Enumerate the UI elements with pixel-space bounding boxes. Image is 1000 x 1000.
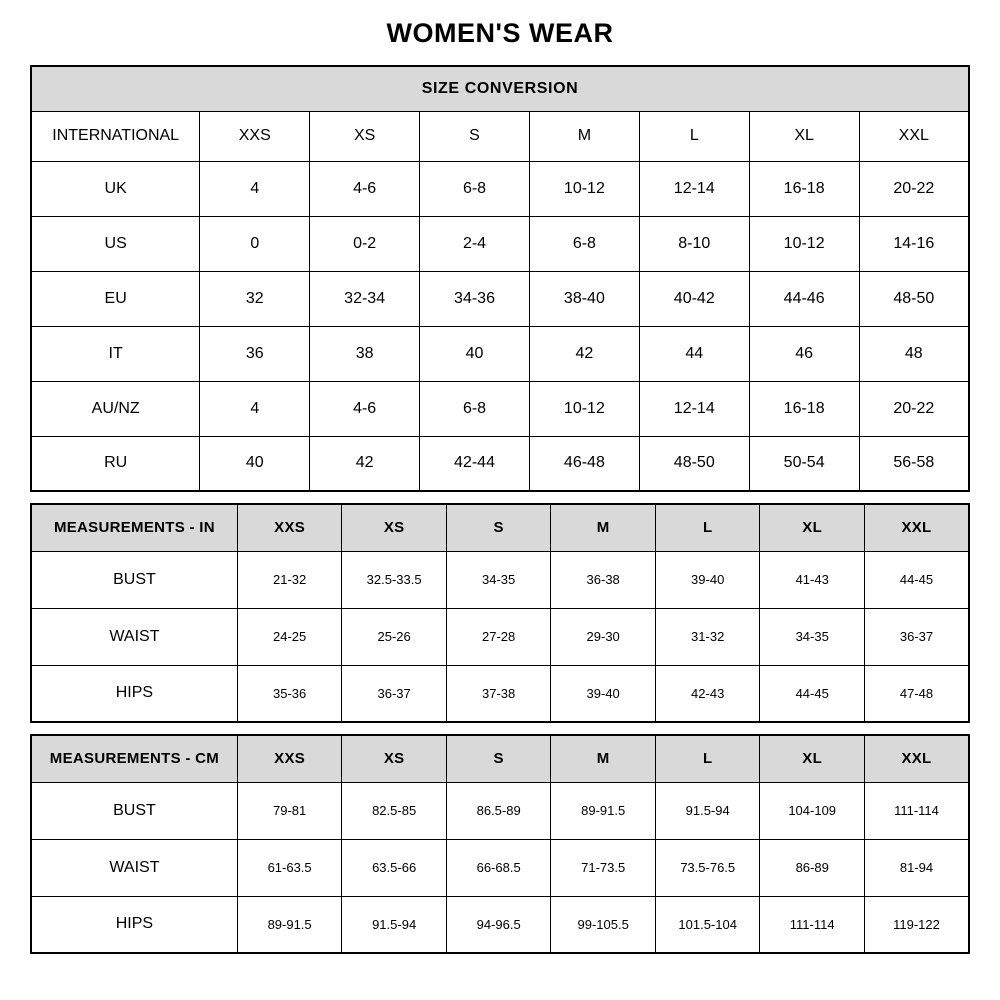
value-cell: 16-18 [749,381,859,436]
value-cell: 14-16 [859,216,969,271]
column-header: M [529,111,639,161]
table-row [31,896,969,953]
value-cell: 56-58 [859,436,969,491]
table-row [31,782,969,839]
value-cell: 20-22 [859,161,969,216]
row-label: AU/NZ [31,381,200,436]
value-cell: 91.5-94 [342,896,447,953]
row-label: US [31,216,200,271]
value-cell: 38-40 [529,271,639,326]
value-cell: 42-43 [655,665,760,722]
value-cell: 34-36 [420,271,530,326]
value-cell: 50-54 [749,436,859,491]
table-row [31,551,969,608]
value-cell: 86-89 [760,839,865,896]
column-header: XL [749,111,859,161]
value-cell: 6-8 [420,381,530,436]
value-cell: 21-32 [237,551,342,608]
row-label: BUST [31,782,237,839]
column-header: XXL [864,504,969,551]
value-cell: 89-91.5 [237,896,342,953]
value-cell: 42 [529,326,639,381]
size-conversion-table [30,65,970,492]
value-cell: 35-36 [237,665,342,722]
value-cell: 48-50 [859,271,969,326]
value-cell: 36 [200,326,310,381]
table-row [31,665,969,722]
row-label: HIPS [31,665,237,722]
header-row [31,735,969,782]
row-label: WAIST [31,608,237,665]
value-cell: 10-12 [529,161,639,216]
value-cell: 82.5-85 [342,782,447,839]
value-cell: 16-18 [749,161,859,216]
value-cell: 111-114 [760,896,865,953]
table-title-row [31,66,969,111]
measurements-cm-table [30,734,970,954]
value-cell: 89-91.5 [551,782,656,839]
table-row [31,608,969,665]
column-header: L [655,735,760,782]
value-cell: 81-94 [864,839,969,896]
row-label: IT [31,326,200,381]
value-cell: 61-63.5 [237,839,342,896]
value-cell: 40 [420,326,530,381]
value-cell: 41-43 [760,551,865,608]
table-row [31,271,969,326]
column-header: L [639,111,749,161]
column-header: XS [342,735,447,782]
header-label: INTERNATIONAL [31,111,200,161]
column-header: XL [760,504,865,551]
value-cell: 34-35 [446,551,551,608]
value-cell: 39-40 [551,665,656,722]
value-cell: 36-38 [551,551,656,608]
value-cell: 4 [200,381,310,436]
value-cell: 6-8 [529,216,639,271]
value-cell: 36-37 [342,665,447,722]
header-row [31,111,969,161]
value-cell: 111-114 [864,782,969,839]
value-cell: 48-50 [639,436,749,491]
value-cell: 4-6 [310,381,420,436]
header-label: MEASUREMENTS - CM [31,735,237,782]
table-row [31,326,969,381]
value-cell: 24-25 [237,608,342,665]
value-cell: 0-2 [310,216,420,271]
column-header: XXL [859,111,969,161]
value-cell: 44 [639,326,749,381]
measurements-in-table [30,503,970,723]
column-header: XXS [200,111,310,161]
table-row [31,839,969,896]
value-cell: 71-73.5 [551,839,656,896]
value-cell: 104-109 [760,782,865,839]
table-row [31,161,969,216]
value-cell: 10-12 [749,216,859,271]
value-cell: 42-44 [420,436,530,491]
column-header: XS [310,111,420,161]
value-cell: 86.5-89 [446,782,551,839]
value-cell: 66-68.5 [446,839,551,896]
value-cell: 0 [200,216,310,271]
header-row [31,504,969,551]
column-header: XL [760,735,865,782]
value-cell: 4 [200,161,310,216]
row-label: UK [31,161,200,216]
value-cell: 44-45 [760,665,865,722]
value-cell: 12-14 [639,161,749,216]
value-cell: 12-14 [639,381,749,436]
value-cell: 101.5-104 [655,896,760,953]
value-cell: 46 [749,326,859,381]
value-cell: 37-38 [446,665,551,722]
value-cell: 63.5-66 [342,839,447,896]
value-cell: 40 [200,436,310,491]
value-cell: 38 [310,326,420,381]
row-label: BUST [31,551,237,608]
column-header: S [446,504,551,551]
column-header: M [551,735,656,782]
value-cell: 34-35 [760,608,865,665]
value-cell: 36-37 [864,608,969,665]
column-header: XXL [864,735,969,782]
value-cell: 20-22 [859,381,969,436]
value-cell: 46-48 [529,436,639,491]
value-cell: 48 [859,326,969,381]
value-cell: 73.5-76.5 [655,839,760,896]
table-row [31,436,969,491]
value-cell: 39-40 [655,551,760,608]
column-header: L [655,504,760,551]
value-cell: 40-42 [639,271,749,326]
column-header: XS [342,504,447,551]
row-label: EU [31,271,200,326]
column-header: S [446,735,551,782]
column-header: M [551,504,656,551]
column-header: XXS [237,735,342,782]
value-cell: 32.5-33.5 [342,551,447,608]
row-label: WAIST [31,839,237,896]
column-header: XXS [237,504,342,551]
value-cell: 6-8 [420,161,530,216]
table-title: SIZE CONVERSION [31,66,969,111]
row-label: RU [31,436,200,491]
value-cell: 4-6 [310,161,420,216]
value-cell: 27-28 [446,608,551,665]
value-cell: 94-96.5 [446,896,551,953]
value-cell: 29-30 [551,608,656,665]
value-cell: 32 [200,271,310,326]
value-cell: 42 [310,436,420,491]
table-row [31,381,969,436]
value-cell: 8-10 [639,216,749,271]
value-cell: 79-81 [237,782,342,839]
value-cell: 119-122 [864,896,969,953]
table-row [31,216,969,271]
value-cell: 44-46 [749,271,859,326]
value-cell: 91.5-94 [655,782,760,839]
row-label: HIPS [31,896,237,953]
column-header: S [420,111,530,161]
value-cell: 99-105.5 [551,896,656,953]
header-label: MEASUREMENTS - IN [31,504,237,551]
value-cell: 10-12 [529,381,639,436]
value-cell: 32-34 [310,271,420,326]
value-cell: 25-26 [342,608,447,665]
value-cell: 31-32 [655,608,760,665]
value-cell: 44-45 [864,551,969,608]
value-cell: 47-48 [864,665,969,722]
page-title: WOMEN'S WEAR [386,18,614,48]
value-cell: 2-4 [420,216,530,271]
